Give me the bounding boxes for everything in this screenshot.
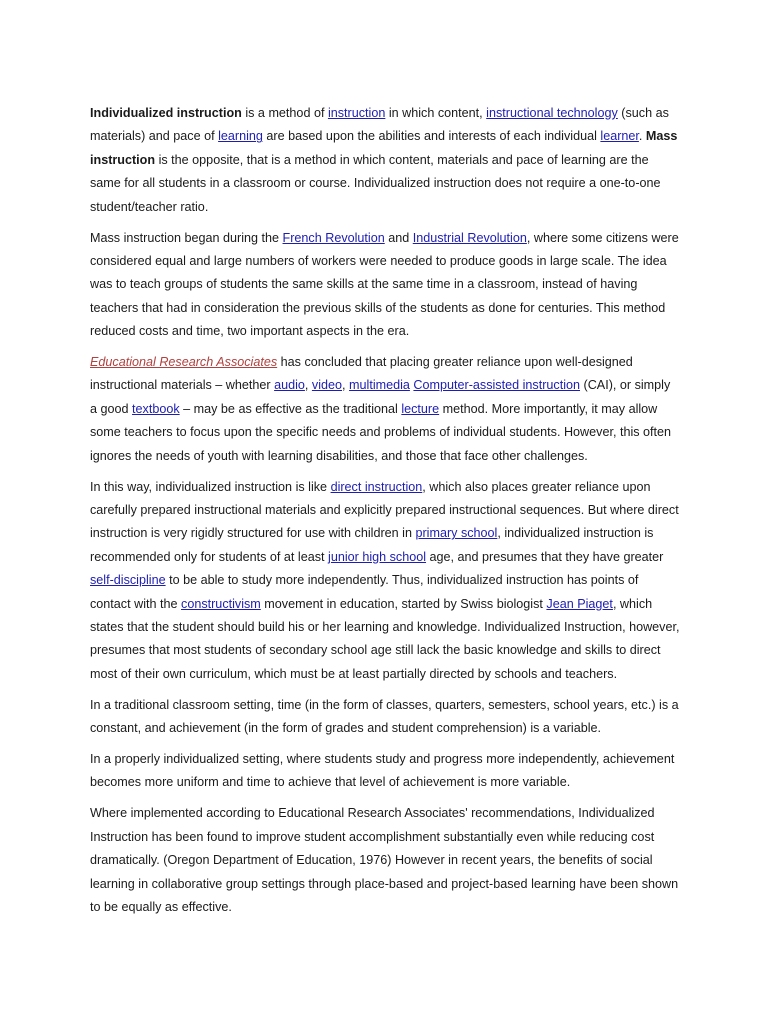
text-run: in which content, bbox=[385, 106, 487, 120]
text-run: – may be as effective as the traditional bbox=[179, 401, 402, 416]
text-run: to be able to study more independently. Thus, individualized instruction has points of contact with the bbox=[90, 573, 639, 611]
paragraph-2 bbox=[90, 227, 680, 344]
link-jean-piaget[interactable]: Jean Piaget bbox=[546, 596, 613, 611]
text-run: is the opposite, that is a method in which content, materials and pace of learning are the same for all students in a classroom or course. Individualized instruction does not require a one-to-one student/teacher ratio. bbox=[90, 152, 661, 214]
text-run: movement in education, started by Swiss biologist bbox=[260, 596, 547, 611]
text-run: , which also places greater reliance upon carefully prepared instructional materials and explicitly prepared instructional sequences. But where direct instruction is very rigidly structured for use with children in bbox=[90, 479, 679, 541]
link-educational-research-associates[interactable]: Educational Research Associates bbox=[90, 355, 278, 370]
text-run: , where some citizens were considered equal and large numbers of workers were needed to produce goods in large scale. The idea was to teach groups of students the same skills at the same time in a classroom, instead of having teachers that had in consideration the previous skills of the students as done for centuries. This method reduced costs and time, two important aspects in the era. bbox=[90, 230, 679, 339]
text-run: are based upon the abilities and interests of each individual bbox=[262, 129, 601, 144]
paragraph-1 bbox=[90, 102, 680, 219]
paragraph-6 bbox=[90, 748, 680, 795]
paragraph-4 bbox=[90, 476, 680, 687]
link-industrial-revolution[interactable]: Industrial Revolution bbox=[412, 230, 527, 245]
link-self-discipline[interactable]: self-discipline bbox=[90, 573, 166, 588]
text-run: Mass instruction began during the bbox=[90, 230, 283, 245]
text-run: , bbox=[304, 378, 312, 393]
link-learner[interactable]: learner bbox=[600, 129, 639, 144]
text-run: . bbox=[638, 129, 646, 144]
text-run: method. More importantly, it may allow some teachers to focus upon the specific needs and problems of individual students. However, this often ignores the needs of youth with learning disabilities, and those that face other challenges. bbox=[90, 401, 672, 463]
text-run: is a method of bbox=[241, 106, 328, 120]
link-constructivism[interactable]: constructivism bbox=[181, 596, 261, 611]
text-run: In a properly individualized setting, where students study and progress more independently, achievement becomes more uniform and time to achieve that level of achievement is more variable. bbox=[90, 752, 675, 790]
link-audio[interactable]: audio bbox=[274, 378, 305, 393]
text-run: (CAI), or simply a good bbox=[90, 378, 671, 416]
document-body bbox=[90, 102, 680, 927]
paragraph-3 bbox=[90, 351, 680, 468]
bold-term: Mass instruction bbox=[90, 129, 678, 167]
link-computer-assisted-instruction[interactable]: Computer-assisted instruction bbox=[413, 378, 581, 393]
link-junior-high-school[interactable]: junior high school bbox=[328, 549, 427, 564]
link-primary-school[interactable]: primary school bbox=[415, 526, 498, 541]
link-french-revolution[interactable]: French Revolution bbox=[282, 230, 385, 245]
link-instructional-technology[interactable]: instructional technology bbox=[486, 106, 618, 120]
text-run: , which states that the student should build his or her learning and knowledge. Individualized Instruction, however, presumes that most students of secondary school age still lack the basic knowledge and skills to direct most of their own curriculum, which must be at least partially directed by schools and teachers. bbox=[90, 596, 680, 681]
link-textbook[interactable]: textbook bbox=[132, 401, 180, 416]
link-multimedia[interactable]: multimedia bbox=[349, 378, 410, 393]
bold-term: Individualized instruction bbox=[90, 106, 242, 120]
link-learning[interactable]: learning bbox=[218, 129, 263, 144]
text-run: has concluded that placing greater reliance upon well-designed instructional materials – whether bbox=[90, 355, 633, 393]
text-run: , bbox=[342, 378, 350, 393]
text-run: (such as materials) and pace of bbox=[90, 106, 669, 144]
paragraph-7 bbox=[90, 802, 680, 919]
text-run: In this way, individualized instruction is like bbox=[90, 479, 331, 494]
paragraph-5 bbox=[90, 694, 680, 741]
link-direct-instruction[interactable]: direct instruction bbox=[330, 479, 423, 494]
link-video[interactable]: video bbox=[311, 378, 343, 393]
text-run: , individualized instruction is recommended only for students of at least bbox=[90, 526, 654, 564]
text-run: In a traditional classroom setting, time (in the form of classes, quarters, semesters, school years, etc.) is a constant, and achievement (in the form of grades and student comprehension) is a variable. bbox=[90, 697, 679, 736]
text-run: and bbox=[384, 230, 413, 245]
link-instruction[interactable]: instruction bbox=[327, 106, 386, 120]
text-run: Where implemented according to Educational Research Associates' recommendations, Individualized Instruction has been found to improve student accomplishment substantially even while reducing cost dramatically. (Oregon Department of Education, 1976) However in recent years, the benefits of social learning in collaborative group settings through place-based and project-based learning have been shown to be equally as effective. bbox=[90, 806, 679, 914]
link-lecture[interactable]: lecture bbox=[401, 401, 440, 416]
text-run: age, and presumes that they have greater bbox=[426, 549, 664, 564]
